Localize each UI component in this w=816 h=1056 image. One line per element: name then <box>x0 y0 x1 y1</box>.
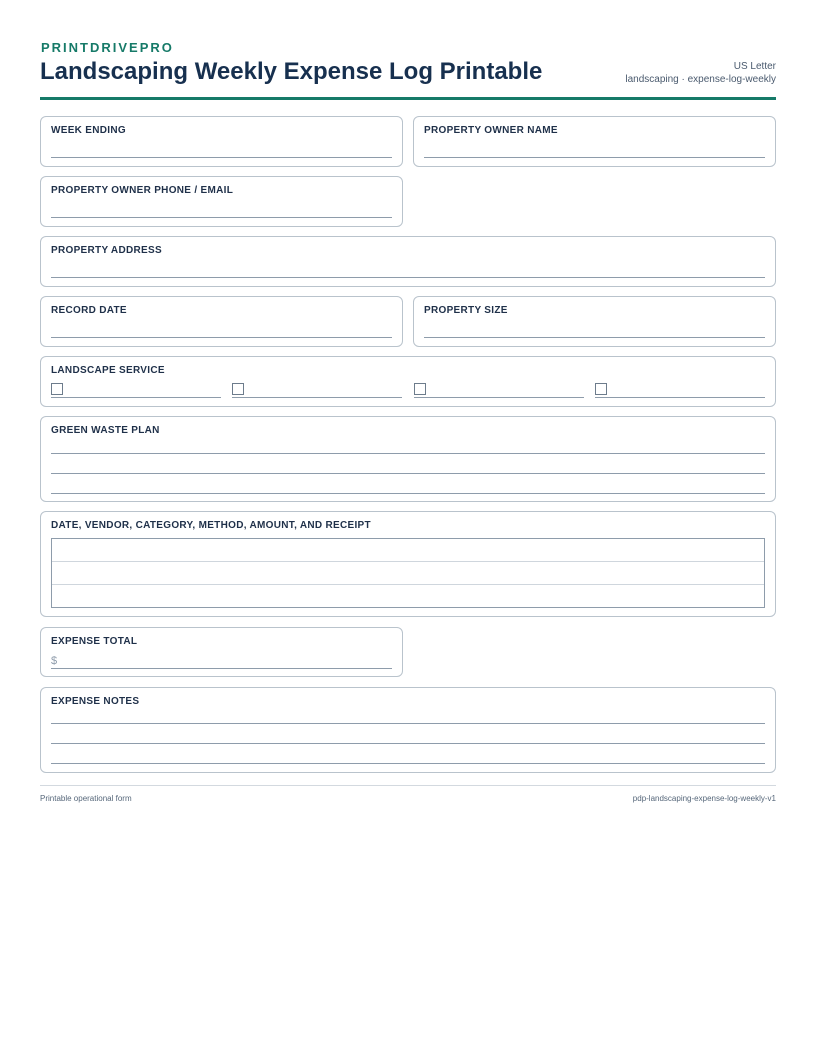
ledger-table <box>51 538 765 608</box>
footer-form-id: pdp-landscaping-expense-log-weekly-v1 <box>632 794 776 803</box>
paper-size: US Letter <box>733 61 776 72</box>
write-line[interactable] <box>424 157 765 158</box>
expense-notes-field[interactable] <box>40 687 776 773</box>
write-line[interactable] <box>51 493 765 494</box>
footer-rule <box>40 785 776 786</box>
write-line[interactable] <box>595 397 765 398</box>
write-line[interactable] <box>51 763 765 764</box>
checkbox[interactable] <box>595 383 607 395</box>
write-line[interactable] <box>51 217 392 218</box>
write-line[interactable] <box>51 723 765 724</box>
field-label: RECORD DATE <box>51 305 127 316</box>
brand-name: PRINTDRIVEPRO <box>41 40 174 55</box>
green-waste-plan-field[interactable] <box>40 416 776 502</box>
field-label: EXPENSE NOTES <box>51 696 140 707</box>
field-label: PROPERTY OWNER PHONE / EMAIL <box>51 185 234 196</box>
write-line[interactable] <box>51 743 765 744</box>
write-line[interactable] <box>51 157 392 158</box>
service-option-2[interactable] <box>232 383 402 397</box>
expense-ledger <box>40 511 776 617</box>
field-label: EXPENSE TOTAL <box>51 636 138 647</box>
service-option-1[interactable] <box>51 383 221 397</box>
checkbox[interactable] <box>51 383 63 395</box>
currency-symbol: $ <box>51 655 58 667</box>
record-date-field[interactable] <box>40 296 403 347</box>
footer-left-text: Printable operational form <box>40 794 132 803</box>
table-row[interactable] <box>52 539 764 562</box>
field-label: DATE, VENDOR, CATEGORY, METHOD, AMOUNT, AND RECEIPT <box>51 520 371 531</box>
write-line[interactable] <box>424 337 765 338</box>
write-line[interactable] <box>232 397 402 398</box>
document-meta <box>625 60 776 86</box>
write-line[interactable] <box>51 277 765 278</box>
property-owner-name-field[interactable] <box>413 116 776 167</box>
table-row[interactable] <box>52 562 764 585</box>
checkbox[interactable] <box>414 383 426 395</box>
field-label: LANDSCAPE SERVICE <box>51 365 165 376</box>
table-row[interactable] <box>52 585 764 608</box>
checkbox[interactable] <box>232 383 244 395</box>
service-option-4[interactable] <box>595 383 765 397</box>
page-title: Landscaping Weekly Expense Log Printable <box>40 58 543 85</box>
header-rule <box>40 97 776 100</box>
expense-total-field[interactable] <box>40 627 403 677</box>
document-tags: landscaping · expense-log-weekly <box>625 74 776 85</box>
week-ending-field[interactable] <box>40 116 403 167</box>
property-owner-contact-field[interactable] <box>40 176 403 227</box>
field-label: GREEN WASTE PLAN <box>51 425 160 436</box>
field-label: WEEK ENDING <box>51 125 126 136</box>
field-label: PROPERTY OWNER NAME <box>424 125 558 136</box>
write-line[interactable] <box>51 453 765 454</box>
write-line[interactable] <box>51 668 392 669</box>
service-option-3[interactable] <box>414 383 584 397</box>
write-line[interactable] <box>51 337 392 338</box>
field-label: PROPERTY ADDRESS <box>51 245 162 256</box>
property-size-field[interactable] <box>413 296 776 347</box>
write-line[interactable] <box>51 397 221 398</box>
write-line[interactable] <box>414 397 584 398</box>
field-label: PROPERTY SIZE <box>424 305 508 316</box>
landscape-service-field <box>40 356 776 407</box>
property-address-field[interactable] <box>40 236 776 287</box>
write-line[interactable] <box>51 473 765 474</box>
